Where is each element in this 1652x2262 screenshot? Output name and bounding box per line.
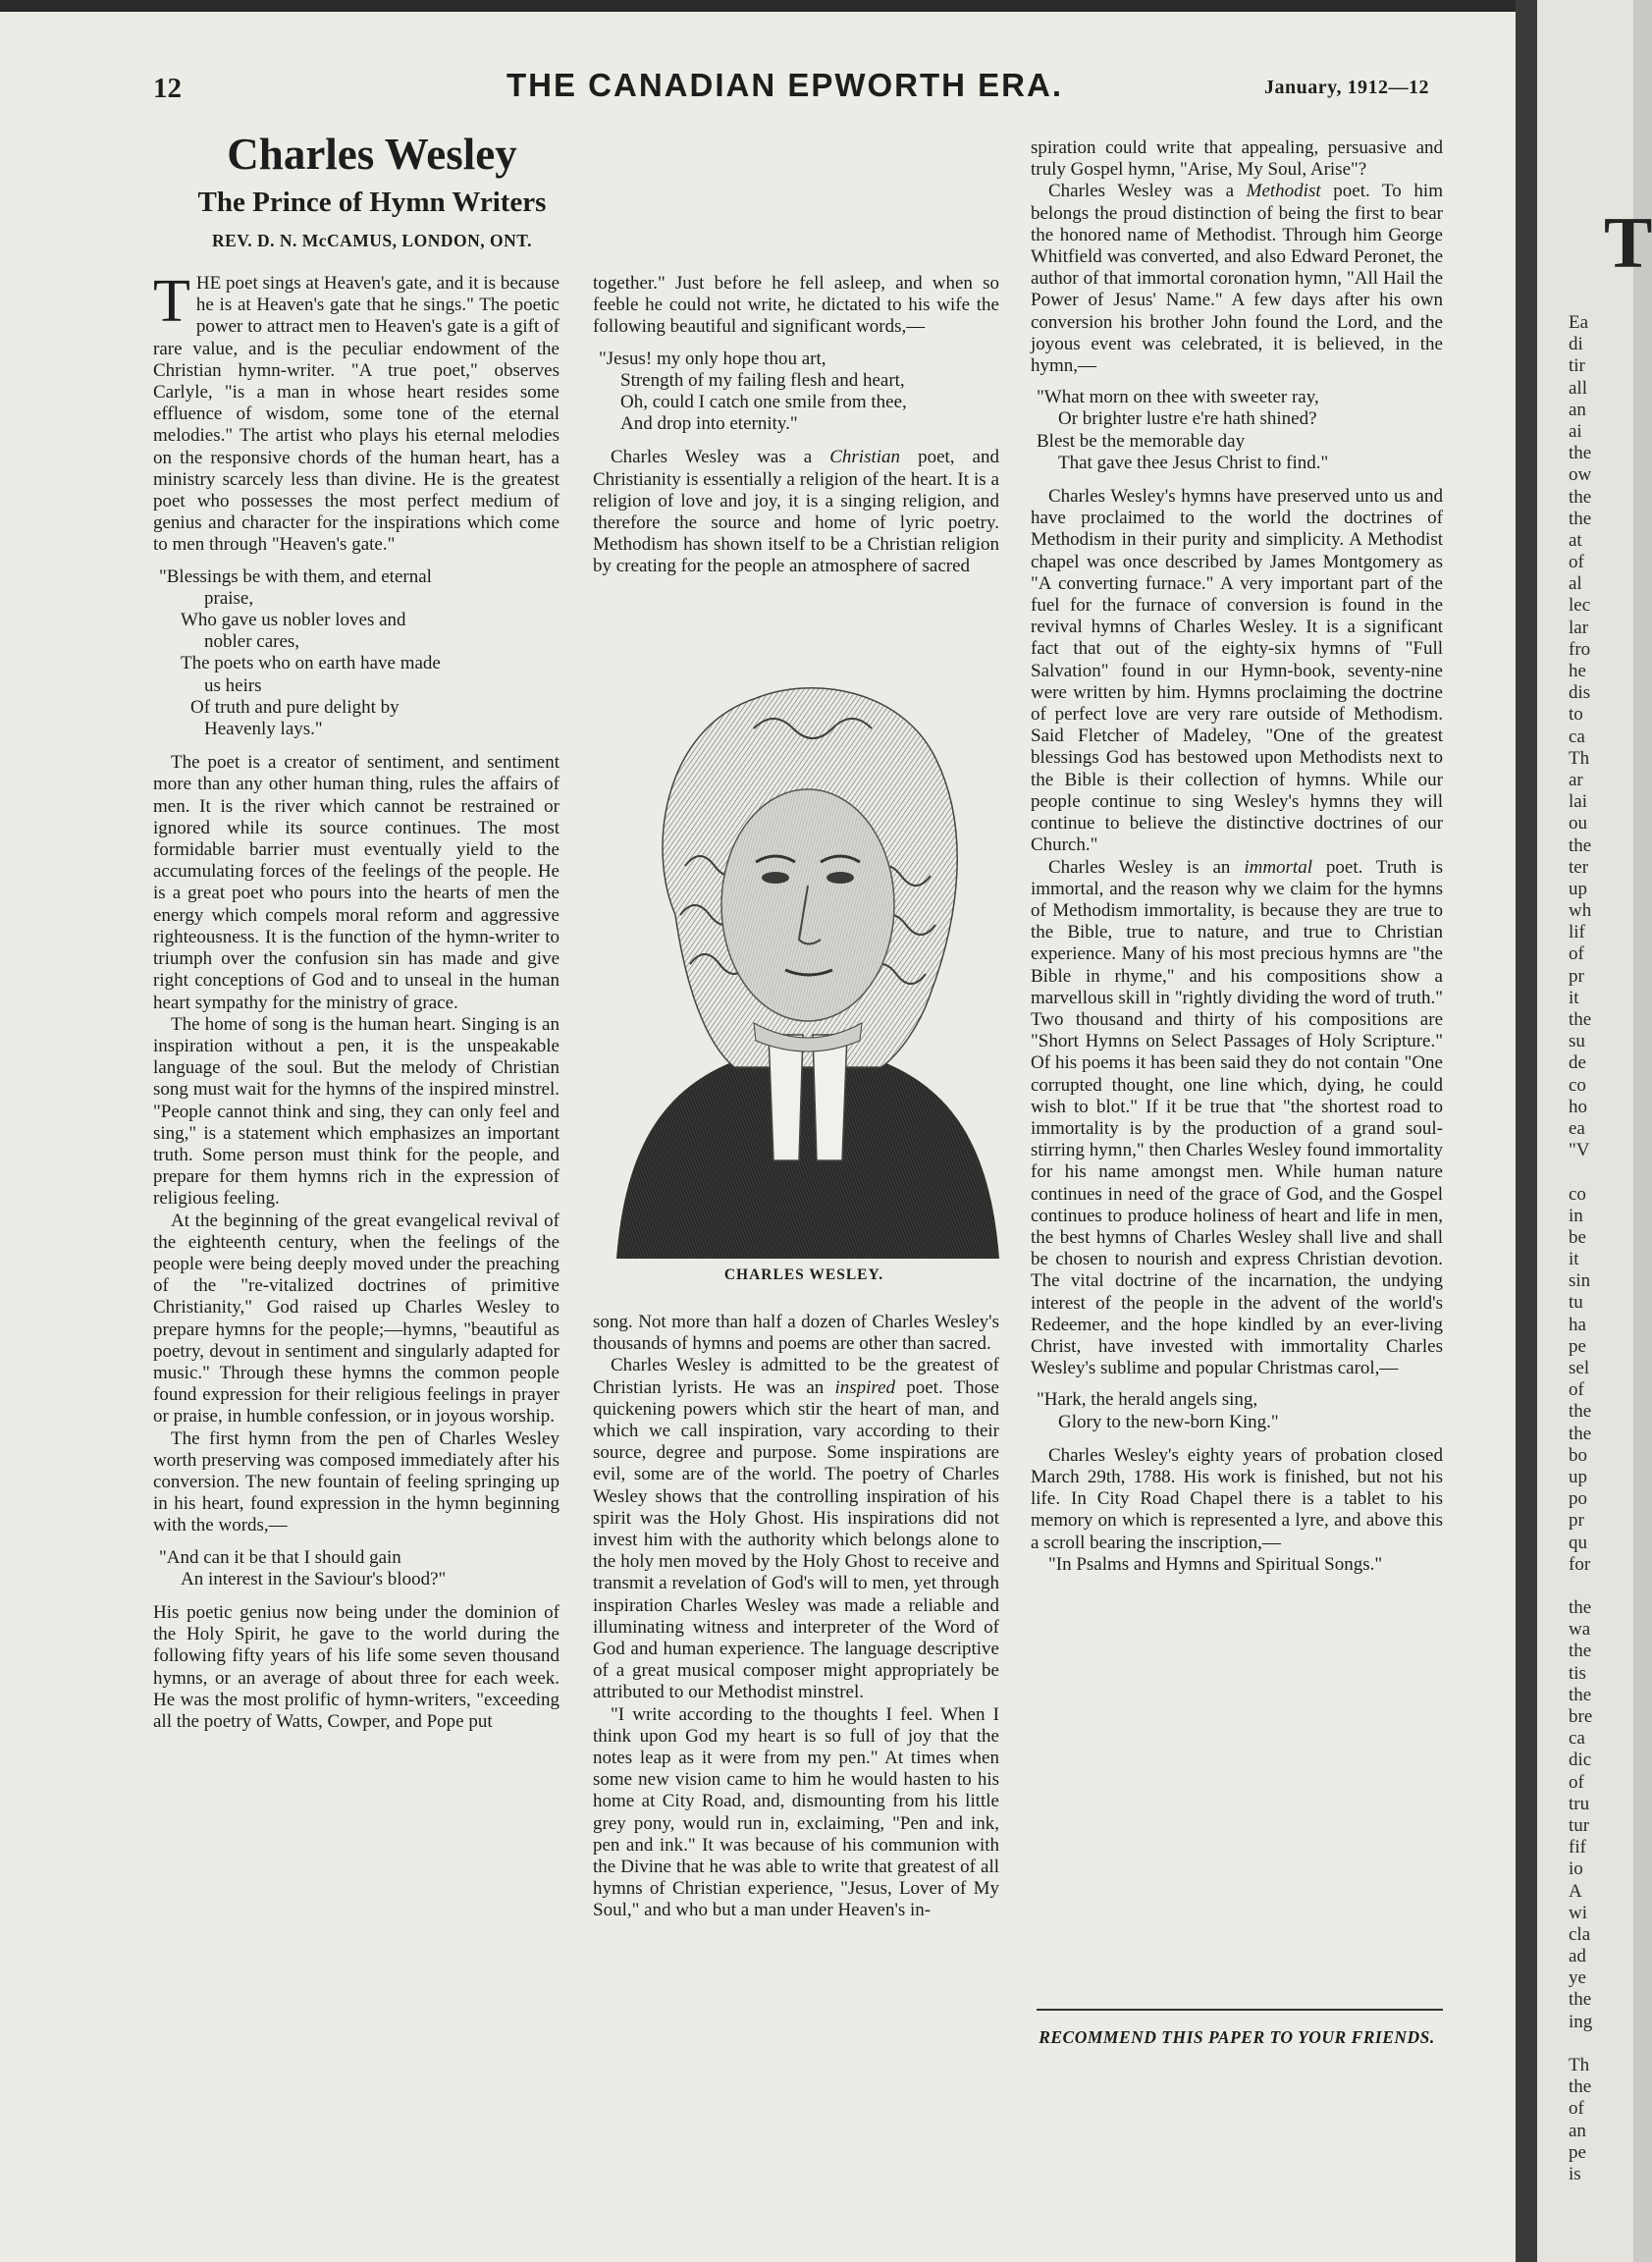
paragraph: "In Psalms and Hymns and Spiritual Songs." <box>1048 1553 1383 1575</box>
adjacent-page-line: of <box>1569 1379 1584 1401</box>
binding-gutter <box>1516 0 1537 2262</box>
face-shape <box>721 789 894 1021</box>
running-header <box>153 67 1429 108</box>
adjacent-page-line: cla <box>1569 1923 1591 1945</box>
adjacent-page-line: ho <box>1569 1096 1587 1117</box>
adjacent-page-line: it <box>1569 1249 1579 1270</box>
adjacent-page-line: sin <box>1569 1270 1591 1292</box>
adjacent-page-line: an <box>1569 399 1586 420</box>
drop-cap: T <box>153 268 190 335</box>
adjacent-page-line: fro <box>1569 638 1591 660</box>
adjacent-page-line <box>1569 1576 1592 1597</box>
adjacent-page-line: io <box>1569 1858 1583 1880</box>
adjacent-page-line: of <box>1569 943 1584 965</box>
adjacent-page-line: Th <box>1569 2055 1590 2075</box>
paragraph: song. Not more than half a dozen of Charles Wesley's thousands of hymns and poems are other than sacred. <box>593 1312 999 1355</box>
poem-quote: "Blessings be with them, and eternal praise, Who gave us nobler loves and nobler cares, The poets who on earth have made us heirs Of truth and pure delight by Heavenly lays." <box>159 566 441 740</box>
column-3 <box>1031 137 1443 1576</box>
adjacent-page-line: tru <box>1569 1793 1590 1814</box>
adjacent-page-line: Th <box>1569 747 1590 769</box>
adjacent-page-line: ca <box>1569 1728 1585 1750</box>
adjacent-page-line: ea <box>1569 1117 1585 1139</box>
adjacent-page-line: ai <box>1569 420 1582 442</box>
adjacent-page-text <box>1569 312 1592 2185</box>
adjacent-page-line: wi <box>1569 1902 1587 1923</box>
adjacent-page-line: the <box>1569 1989 1592 2011</box>
adjacent-page-line: lec <box>1569 595 1591 617</box>
poem-quote: "What morn on thee with sweeter ray, Or brighter lustre e're hath shined? Blest be the memorable day That gave thee Jesus Christ to find." <box>1037 387 1329 473</box>
poem-quote: "Hark, the herald angels sing, Glory to the new-born King." <box>1037 1389 1279 1432</box>
paragraph: His poetic genius now being under the dominion of the Holy Spirit, he gave to the world during the following fifty years of his life some seven thousand hymns, or an average of about three for each week. He was the most prolific of hymn-writers, "exceeding all the poetry of Watts, Cowper, and Pope put <box>153 1601 560 1732</box>
adjacent-page-line: ha <box>1569 1314 1586 1335</box>
adjacent-page-line: A <box>1569 1880 1582 1902</box>
adjacent-page-line: Ea <box>1569 312 1589 333</box>
adjacent-page-line: of <box>1569 552 1584 573</box>
paragraph: Charles Wesley's hymns have preserved unto us and have proclaimed to the world the doctrines of Methodism in their purity and simplicity. A Methodist chapel was once described by James Montgomery as "A converting furnace." A very important part of the fuel for the furnace of conversion is found in the revival hymns of Charles Wesley. It is a significant fact that out of the eighty-six hymns of "Full Salvation" found in our Hymn-book, seventy-nine were written by him. Hymns proclaiming the doctrine of perfect love are very rare outside of Methodism. Said Fletcher of Madeley, "One of the greatest blessings God has bestowed upon Methodists next to the Bible is their collection of hymns. While our people continue to sing Wesley's hymns they will continue to believe the distinctive doctrines of our Church." <box>1031 486 1443 856</box>
paragraph: The first hymn from the pen of Charles Wesley worth preserving was composed immediately after his conversion. The new fountain of feeling springing up in his heart, found expression in the hymn beginning with the words,— <box>153 1427 560 1536</box>
adjacent-page-line: all <box>1569 377 1587 399</box>
byline: REV. D. N. McCAMUS, LONDON, ONT. <box>212 231 532 250</box>
adjacent-page-line: tir <box>1569 355 1585 377</box>
paragraph: The home of song is the human heart. Singing is an inspiration without a pen, it is the unspeakable language of the soul. But the melody of Christian song must wait for the hymns of the inspired minstrel. "People cannot think and sing, they can only feel and sing," is a statement which emphasizes an important truth. Some person must think for the people, and prepare for them hymns rich in the expression of religious feeling. <box>153 1013 560 1210</box>
adjacent-page-line: the <box>1569 508 1592 529</box>
paragraph: Charles Wesley was a Methodist poet. To him belongs the proud distinction of being the first to bear the honored name of Methodist. Through him George Whitfield was converted, and also Edward Peronet, the author of that immortal coronation hymn, "All Hail the Power of Jesus' Name." A few days after his own conversion his brother John found the Lord, and the joyous event was celebrated, it is believed, in the hymn,— <box>1031 181 1443 377</box>
adjacent-page-line: the <box>1569 1401 1592 1423</box>
adjacent-page-line: qu <box>1569 1532 1587 1553</box>
adjacent-page-line: de <box>1569 1052 1586 1074</box>
adjacent-page-line: bo <box>1569 1444 1587 1466</box>
divider <box>1037 2009 1443 2011</box>
paragraph: Charles Wesley's eighty years of probation closed March 29th, 1788. His work is finished, but not his life. In City Road Chapel there is a tablet to his memory on which is represented a lyre, and above this a scroll bearing the inscription,— <box>1031 1444 1443 1553</box>
adjacent-page-line: su <box>1569 1031 1585 1052</box>
paragraph: "I write according to the thoughts I feel. When I think upon God my heart is so full of joy that the notes leap as it were from my pen." At times when some new vision came to him he would hasten to his home at City Road, and, dismounting from his little grey pony, would run in, exclaiming, "Pen and ink, pen and ink." It was because of his communion with the Divine that he was able to write that greatest of all hymns of Christian experience, "Jesus, Lover of My Soul," and who but a man under Heaven's in- <box>593 1703 999 1921</box>
adjacent-page-line: pr <box>1569 965 1584 987</box>
adjacent-page-line: ter <box>1569 856 1589 878</box>
coat-shape <box>616 1057 999 1259</box>
adjacent-page-line: ou <box>1569 813 1587 835</box>
adjacent-page-line: "V <box>1569 1140 1590 1161</box>
adjacent-page-line: tu <box>1569 1292 1583 1314</box>
adjacent-page-line: it <box>1569 987 1579 1008</box>
adjacent-page-line: tur <box>1569 1814 1590 1836</box>
adjacent-page-line: of <box>1569 2098 1584 2120</box>
article-subtitle: The Prince of Hymn Writers <box>197 187 547 218</box>
paragraph: Charles Wesley is admitted to be the greatest of Christian lyrists. He was an inspired poet. Those quickening powers which stir the heart of man, and which we call inspiration, vary according to their source, degree and purpose. Some inspirations are evil, some are of the world. The poetry of Charles Wesley shows that the controlling inspiration of his spirit was the Holy Ghost. His inspirations did not invest him with the authority which belongs alone to the holy men moved by the Holy Ghost to receive and transmit a revelation of God's will to men, yet through inspiration Charles Wesley was made a reliable and illuminating witness and interpreter of the Word of God and human experience. The language descriptive of a great musical composer might appropriately be attributed to our Methodist minstrel. <box>593 1355 999 1703</box>
adjacent-page-line: co <box>1569 1183 1586 1205</box>
adjacent-page-line: wa <box>1569 1619 1591 1641</box>
adjacent-page-line: up <box>1569 878 1587 899</box>
poem-quote: "And can it be that I should gain An interest in the Saviour's blood?" <box>159 1546 447 1589</box>
adjacent-page-line: pe <box>1569 1335 1586 1357</box>
issue-date: January, 1912—12 <box>1263 77 1429 98</box>
adjacent-page-line: tis <box>1569 1662 1586 1684</box>
adjacent-page-line: sel <box>1569 1358 1590 1378</box>
paragraph: The poet is a creator of sentiment, and sentiment more than any other human thing, rules the affairs of men. It is the river which cannot be restrained or ignored while its source continues. The most formidable barrier must eventually yield to the accumulating forces of the feelings of the people. He is a great poet who pours into the hearts of men the energy which compels moral reform and aggressive righteousness. It is the function of the hymn-writer to triumph over the confusion sin has made and give right conceptions of God and to unseal in the human heart sympathy for the ministry of grace. <box>153 752 560 1013</box>
poem-quote: "Jesus! my only hope thou art, Strength of my failing flesh and heart, Oh, could I catch one smile from thee, And drop into eternity." <box>599 348 907 435</box>
adjacent-page-line: al <box>1569 573 1582 595</box>
masthead: THE CANADIAN EPWORTH ERA. <box>506 67 1063 103</box>
adjacent-page-line: pr <box>1569 1510 1584 1532</box>
adjacent-page-line: the <box>1569 1597 1592 1619</box>
adjacent-page-line: dis <box>1569 682 1591 704</box>
scan-edge <box>0 0 1633 12</box>
adjacent-page-line: in <box>1569 1205 1583 1226</box>
paragraph: THE poet sings at Heaven's gate, and it is because he is at Heaven's gate that he sings." The poetic power to attract men to Heaven's gate is a gift of rare value, and is the peculiar endowment of the Christian hymn-writer. "A true poet," observes Carlyle, "is a man in whose heart resides some effluence of wisdom, some tone of the eternal melodies." The artist who plays his eternal melodies on the responsive chords of the human heart, has a ministry scarcely less than divine. He is the greatest poet who possesses the most perfect medium of genius and character for the inspirations which come to men through "Heaven's gate." <box>153 268 560 556</box>
adjacent-page-line: ow <box>1569 464 1592 486</box>
adjacent-page-line: is <box>1569 2163 1581 2184</box>
adjacent-page <box>1537 0 1652 2262</box>
recommend-notice: RECOMMEND THIS PAPER TO YOUR FRIENDS. <box>1039 2027 1435 2047</box>
column-2-bottom <box>593 1312 999 1922</box>
adjacent-page-line: at <box>1569 529 1582 551</box>
adjacent-page-line: ca <box>1569 726 1585 747</box>
paragraph: Charles Wesley was a Christian poet, and Christianity is essentially a religion of the heart. It is a religion of love and joy, it is a singing religion, and therefore the source and home of lyric poetry. Methodism has shown itself to be a Christian religion by creating for the people an atmosphere of sacred <box>593 447 999 577</box>
adjacent-page-line: an <box>1569 2120 1586 2141</box>
portrait-image <box>607 670 1009 1270</box>
article-heading <box>157 130 587 251</box>
paragraph: spiration could write that appealing, persuasive and truly Gospel hymn, "Arise, My Soul, Arise"? <box>1031 137 1443 181</box>
adjacent-page-initial: T <box>1604 203 1652 284</box>
adjacent-page-line: po <box>1569 1488 1587 1510</box>
column-2-top <box>593 273 999 578</box>
adjacent-page-line: ing <box>1569 2011 1593 2032</box>
adjacent-page-line: fif <box>1569 1837 1586 1858</box>
adjacent-page-line: the <box>1569 1641 1592 1662</box>
paragraph: Charles Wesley is an immortal poet. Truth is immortal, and the reason why we claim for the hymns of Methodism immortality, is because they are true to the Bible, true to nature, and true to Christian experience. Many of his most precious hymns are "the Bible in rhyme," and his compositions show a marvellous skill in "rightly dividing the word of truth." Two thousand and thirty of his compositions are "Short Hymns on Select Passages of Holy Scripture." Of his poems it has been said they do not contain "One corrupted thought, one line which, dying, he could wish to blot." If it be true that "the shortest road to immortality is by the production of a grand soul-stirring hymn," then Charles Wesley found immortality for his name amongst men. While human nature continues in need of the grace of God, and the Gospel continues to produce holiness of heart and life in men, the best hymns of Charles Wesley shall live and shall be chosen to nourish and express Christian devotion. The vital doctrine of the incarnation, the undying interest of the people in the advent of the world's Redeemer, and the hope kindled by an ever-living Christ, have invested with immortality Charles Wesley's sublime and popular Christmas carol,— <box>1031 856 1443 1379</box>
adjacent-page-line: co <box>1569 1074 1586 1096</box>
adjacent-page-line: the <box>1569 486 1592 508</box>
adjacent-page-line: bre <box>1569 1706 1593 1727</box>
article-title: Charles Wesley <box>227 130 517 179</box>
paragraph: together." Just before he fell asleep, and when so feeble he could not write, he dictated to his wife the following beautiful and significant words,— <box>593 273 999 338</box>
adjacent-page-line: di <box>1569 334 1583 355</box>
adjacent-page-line: dic <box>1569 1750 1592 1771</box>
adjacent-page-line: be <box>1569 1226 1586 1248</box>
adjacent-page-line: the <box>1569 835 1592 856</box>
adjacent-page-line: for <box>1569 1553 1591 1575</box>
adjacent-page-line: the <box>1569 2076 1592 2098</box>
paragraph: At the beginning of the great evangelical revival of the eighteenth century, when the feelings of the people were being deeply moved under the preaching of the "re-vitalized doctrines of primitive Christianity," God raised up Charles Wesley to prepare hymns for the people;—hymns, "beautiful as poetry, devout in sentiment and singularly adapted for music." Through these hymns the common people found expression for their religious feelings in prayer or praise, in humble confession, or in joyous worship. <box>153 1210 560 1427</box>
adjacent-page-line: pe <box>1569 2141 1586 2163</box>
adjacent-page-line: ye <box>1569 1967 1586 1989</box>
adjacent-page-line: ad <box>1569 1946 1586 1967</box>
adjacent-page-line: wh <box>1569 900 1592 922</box>
adjacent-page-line: the <box>1569 1009 1592 1030</box>
adjacent-page-line: up <box>1569 1466 1587 1487</box>
portrait-caption: CHARLES WESLEY. <box>723 1266 884 1283</box>
adjacent-page-line: lai <box>1569 791 1587 813</box>
adjacent-page-line: the <box>1569 1423 1592 1444</box>
adjacent-page-line: to <box>1569 704 1583 726</box>
adjacent-page-line: lif <box>1569 922 1585 943</box>
adjacent-page-line: of <box>1569 1771 1584 1793</box>
adjacent-page-line <box>1569 1161 1592 1183</box>
adjacent-page-line: the <box>1569 1684 1592 1705</box>
adjacent-page-line: ar <box>1569 769 1583 790</box>
adjacent-page-line: lar <box>1569 617 1589 638</box>
page-number: 12 <box>153 73 182 104</box>
column-1 <box>153 268 560 1733</box>
adjacent-page-line <box>1569 2033 1592 2055</box>
adjacent-page-line: he <box>1569 661 1586 681</box>
adjacent-page-line: the <box>1569 443 1592 464</box>
